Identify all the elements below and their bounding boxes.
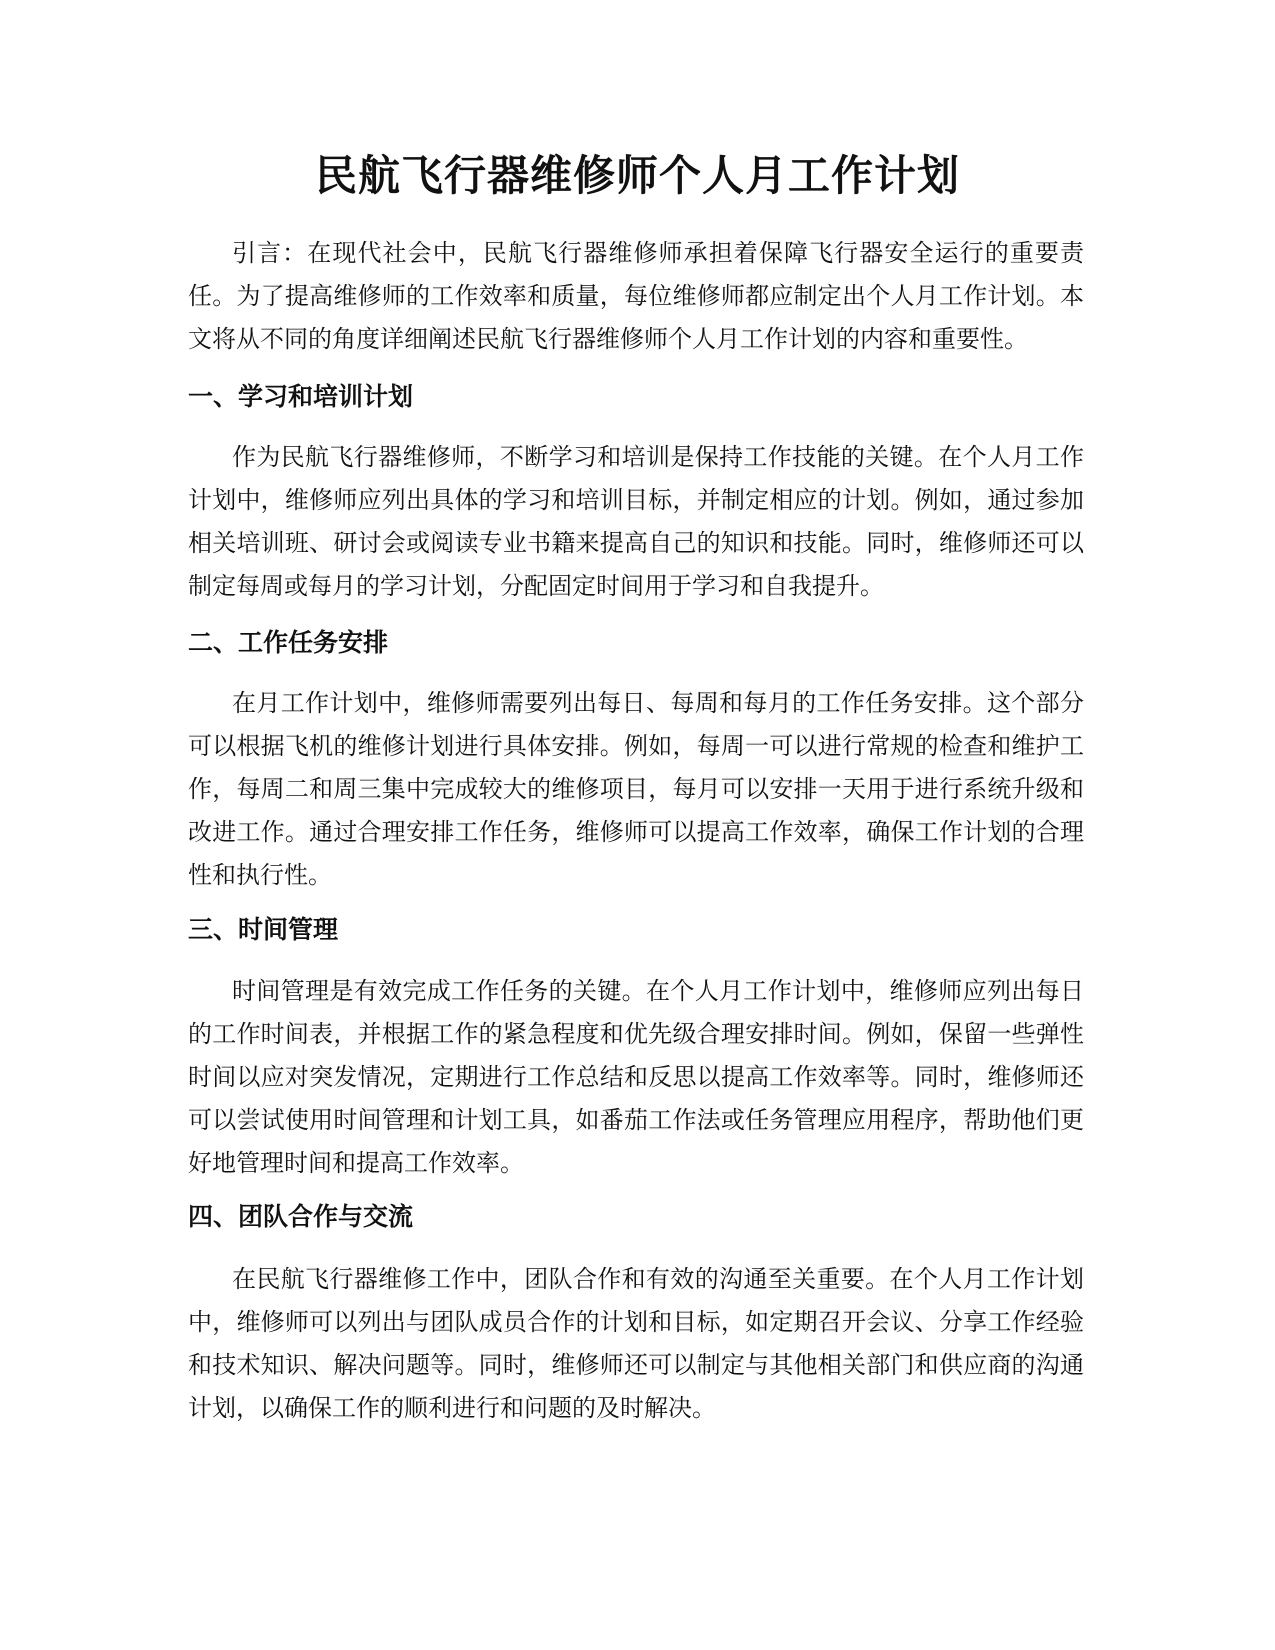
intro-paragraph: 引言：在现代社会中，民航飞行器维修师承担着保障飞行器安全运行的重要责任。为了提高维修师的工作效率和质量，每位维修师都应制定出个人月工作计划。本文将从不同的角度详细阐述民航飞行器维修师个人月工作计划的内容和重要性。 <box>188 239 1084 353</box>
section-body-time: 时间管理是有效完成工作任务的关键。在个人月工作计划中，维修师应列出每日的工作时间表，并根据工作的紧急程度和优先级合理安排时间。例如，保留一些弹性时间以应对突发情况，定期进行工作总结和反思以提高工作效率等。同时，维修师还可以尝试使用时间管理和计划工具，如番茄工作法或任务管理应用程序，帮助他们更好地管理时间和提高工作效率。 <box>188 977 1084 1177</box>
document-title: 民航飞行器维修师个人月工作计划 <box>314 151 960 200</box>
section-heading-study: 一、学习和培训计划 <box>188 382 414 411</box>
section-heading-teamwork: 四、团队合作与交流 <box>188 1202 414 1231</box>
section-body-teamwork: 在民航飞行器维修工作中，团队合作和有效的沟通至关重要。在个人月工作计划中，维修师可以列出与团队成员合作的计划和目标，如定期召开会议、分享工作经验和技术知识、解决问题等。同时，维修师还可以制定与其他相关部门和供应商的沟通计划，以确保工作的顺利进行和问题的及时解决。 <box>188 1265 1084 1422</box>
section-heading-tasks: 二、工作任务安排 <box>188 628 389 657</box>
section-heading-time: 三、时间管理 <box>188 915 339 944</box>
section-body-study: 作为民航飞行器维修师，不断学习和培训是保持工作技能的关键。在个人月工作计划中，维修师应列出具体的学习和培训目标，并制定相应的计划。例如，通过参加相关培训班、研讨会或阅读专业书籍来提高自己的知识和技能。同时，维修师还可以制定每周或每月的学习计划，分配固定时间用于学习和自我提升。 <box>188 443 1084 600</box>
section-body-tasks: 在月工作计划中，维修师需要列出每日、每周和每月的工作任务安排。这个部分可以根据飞机的维修计划进行具体安排。例如，每周一可以进行常规的检查和维护工作，每周二和周三集中完成较大的维修项目，每月可以安排一天用于进行系统升级和改进工作。通过合理安排工作任务，维修师可以提高工作效率，确保工作计划的合理性和执行性。 <box>188 689 1084 889</box>
